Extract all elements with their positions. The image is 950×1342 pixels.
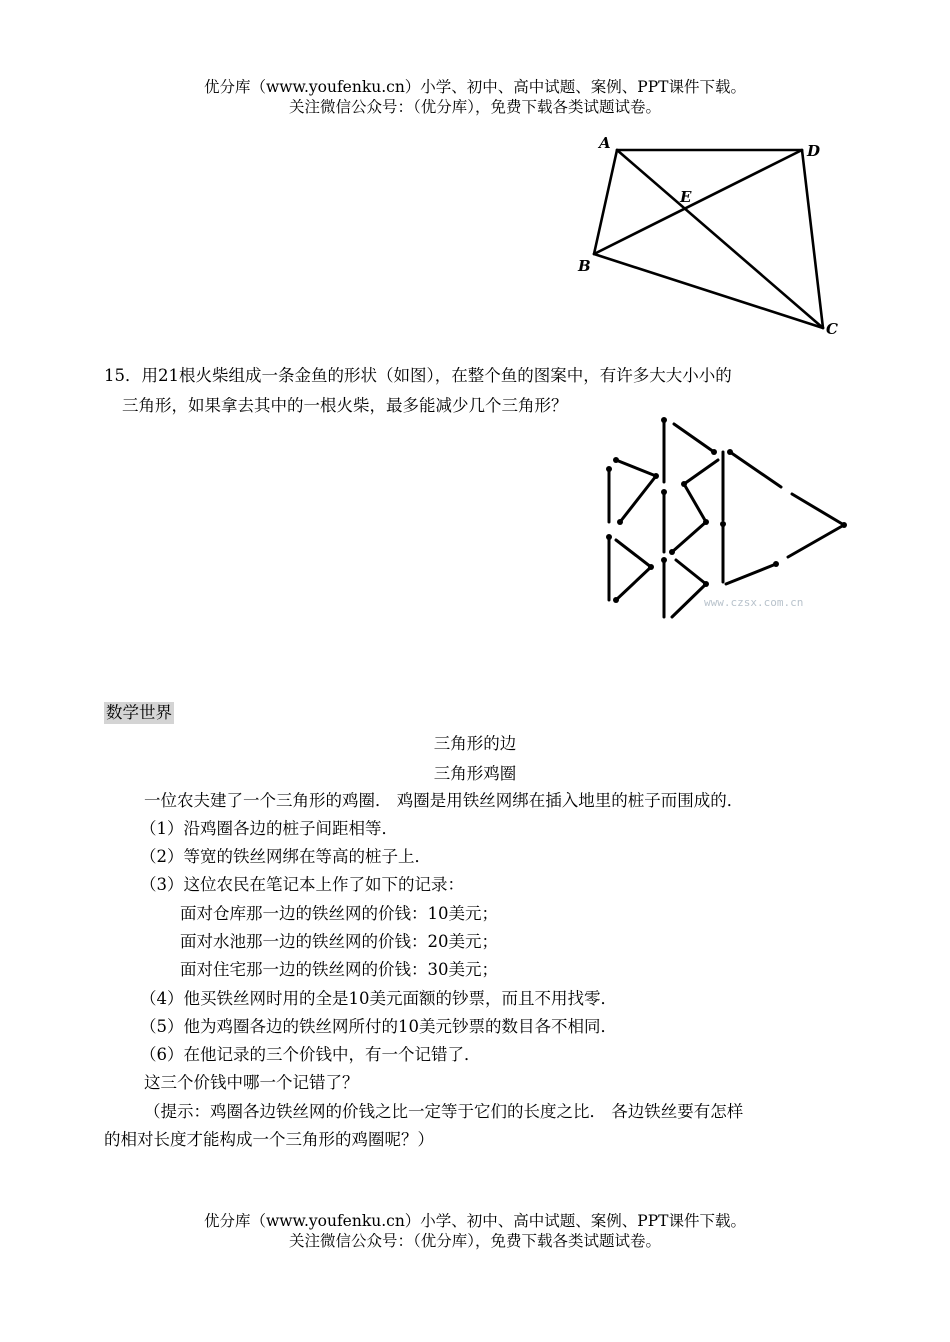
matchsticks (609, 420, 844, 617)
header-line-2: 关注微信公众号：（优分库），免费下载各类试题试卷。 (288, 98, 661, 116)
hint-line-2: 的相对长度才能构成一个三角形的鸡圈呢？） (104, 1130, 434, 1149)
clue-3: （3）这位农民在笔记本上作了如下的记录： (140, 875, 464, 894)
label-a: A (599, 134, 611, 152)
label-e: E (680, 188, 692, 206)
header-line-1: 优分库（www.youfenku.cn）小学、初中、高中试题、案例、PPT课件下载。 (203, 78, 747, 96)
page-footer (0, 1211, 950, 1251)
note-pond: 面对水池那一边的铁丝网的价钱：20美元； (180, 932, 498, 951)
note-house: 面对住宅那一边的铁丝网的价钱：30美元； (180, 960, 498, 979)
section-title: 三角形的边 (433, 734, 517, 753)
label-b: B (578, 257, 591, 275)
clue-2: （2）等宽的铁丝网绑在等高的桩子上． (140, 847, 431, 866)
clue-1: （1）沿鸡圈各边的桩子间距相等． (140, 819, 398, 838)
footer-line-1: 优分库（www.youfenku.cn）小学、初中、高中试题、案例、PPT课件下载。 (203, 1212, 747, 1230)
quadrilateral-lines (594, 150, 823, 328)
question-15-line-2: 三角形，如果拿去其中的一根火柴，最多能减少几个三角形？ (122, 396, 568, 415)
footer-line-2: 关注微信公众号：（优分库），免费下载各类试题试卷。 (288, 1232, 661, 1250)
page-header (0, 77, 950, 117)
note-warehouse: 面对仓库那一边的铁丝网的价钱：10美元； (180, 904, 498, 923)
quadrilateral-figure (570, 128, 850, 338)
clue-6: （6）在他记录的三个价钱中，有一个记错了． (140, 1045, 481, 1064)
math-world-tag: 数学世界 (106, 703, 172, 722)
paragraph-intro: 一位农夫建了一个三角形的鸡圈． 鸡圈是用铁丝网绑在插入地里的桩子而围成的． (144, 791, 744, 810)
clue-4: （4）他买铁丝网时用的全是10美元面额的钞票，而且不用找零． (140, 989, 617, 1008)
question: 这三个价钱中哪一个记错了？ (144, 1073, 359, 1092)
figure-watermark: www.czsx.com.cn (704, 596, 804, 609)
goldfish-matchstick-figure (596, 412, 856, 627)
label-c: C (826, 320, 838, 338)
question-15-line-1: 15．用21根火柴组成一条金鱼的形状（如图），在整个鱼的图案中，有许多大大小小的 (104, 366, 732, 385)
hint-line-1: （提示：鸡圈各边铁丝网的价钱之比一定等于它们的长度之比． 各边铁丝要有怎样 (144, 1102, 744, 1121)
clue-5: （5）他为鸡圈各边的铁丝网所付的10美元钞票的数目各不相同． (140, 1017, 617, 1036)
section-subtitle: 三角形鸡圈 (433, 764, 517, 783)
label-d: D (807, 142, 821, 160)
